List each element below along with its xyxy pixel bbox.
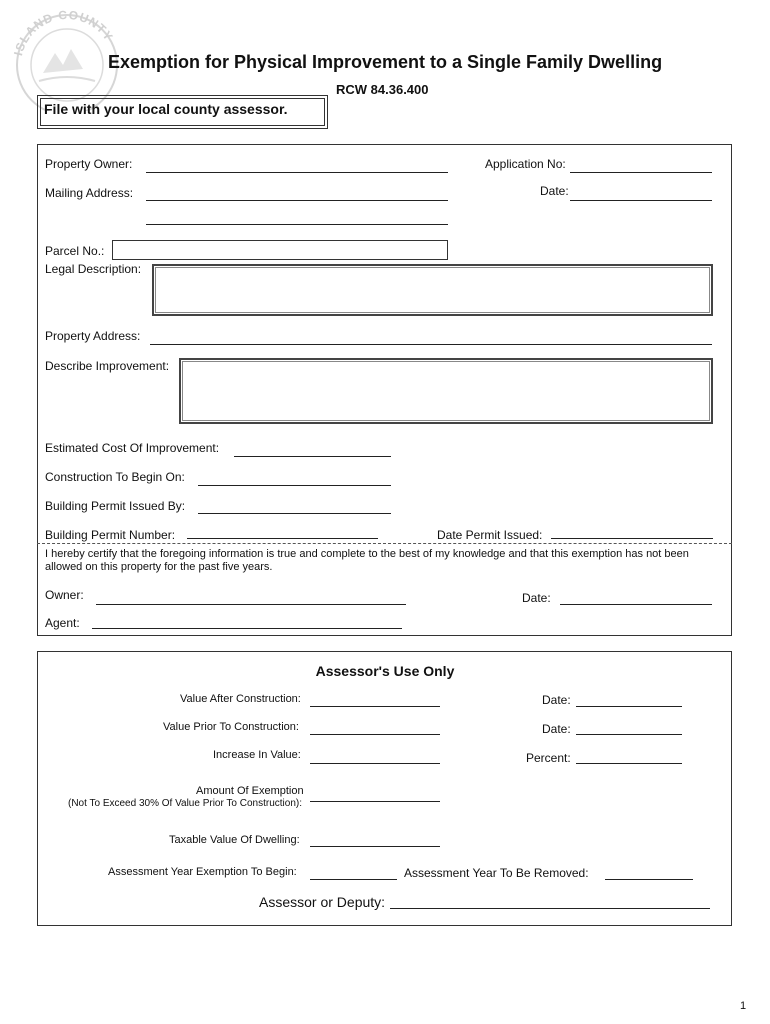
year-removed-label: Assessment Year To Be Removed:: [404, 866, 589, 880]
agent-signature-field[interactable]: [92, 628, 402, 629]
mailing-address-field[interactable]: [146, 200, 448, 201]
cert-date-label: Date:: [522, 591, 551, 605]
amount-exemption-label: Amount Of Exemption: [196, 785, 304, 797]
legal-description-label: Legal Description:: [45, 262, 142, 276]
assessor-deputy-field[interactable]: [390, 908, 710, 909]
form-title: Exemption for Physical Improvement to a Single Family Dwelling: [107, 52, 663, 72]
page-number: 1: [740, 1000, 747, 1012]
property-owner-field[interactable]: [146, 172, 448, 173]
agent-label: Agent:: [45, 616, 80, 630]
value-after-field[interactable]: [310, 706, 440, 707]
increase-value-label: Increase In Value:: [213, 749, 301, 761]
increase-value-field[interactable]: [310, 763, 440, 764]
owner-label: Owner:: [45, 588, 84, 602]
property-address-field[interactable]: [150, 344, 712, 345]
owner-signature-field[interactable]: [96, 604, 406, 605]
describe-improvement-label: Describe Improvement:: [45, 359, 170, 373]
amount-exemption-field[interactable]: [310, 801, 440, 802]
assessor-section: [37, 651, 732, 926]
application-no-label: Application No:: [485, 157, 566, 171]
assessor-date-1-field[interactable]: [576, 706, 682, 707]
assessor-deputy-label: Assessor or Deputy:: [259, 894, 386, 910]
certification-divider: [37, 543, 732, 544]
mailing-address-field-2[interactable]: [146, 224, 448, 225]
property-owner-label: Property Owner:: [45, 157, 133, 171]
date-label: Date:: [540, 184, 569, 198]
application-no-field[interactable]: [570, 172, 712, 173]
svg-text:ISLAND COUNTY: ISLAND COUNTY: [11, 7, 117, 58]
date-permit-issued-field[interactable]: [551, 538, 713, 539]
legal-description-field[interactable]: [152, 264, 713, 316]
estimated-cost-field[interactable]: [234, 456, 391, 457]
year-begin-field[interactable]: [310, 879, 397, 880]
file-notice-text: File with your local county assessor.: [44, 101, 288, 117]
percent-label: Percent:: [526, 751, 571, 765]
permit-issued-by-field[interactable]: [198, 513, 391, 514]
assessor-date-1-label: Date:: [542, 693, 571, 707]
parcel-no-label: Parcel No.:: [45, 244, 105, 258]
taxable-value-field[interactable]: [310, 846, 440, 847]
mailing-address-label: Mailing Address:: [45, 186, 134, 200]
file-notice-box: [37, 95, 328, 129]
year-begin-label: Assessment Year Exemption To Begin:: [108, 866, 297, 878]
date-permit-issued-label: Date Permit Issued:: [437, 528, 543, 542]
estimated-cost-label: Estimated Cost Of Improvement:: [45, 441, 220, 455]
construction-begin-label: Construction To Begin On:: [45, 470, 185, 484]
assessor-date-2-field[interactable]: [576, 734, 682, 735]
percent-field[interactable]: [576, 763, 682, 764]
value-prior-field[interactable]: [310, 734, 440, 735]
certification-text: I hereby certify that the foregoing information is true and complete to the best of my knowledge and that this exemption has not been allowed on this property for the past five years.: [45, 548, 689, 573]
value-prior-label: Value Prior To Construction:: [163, 721, 299, 733]
cert-date-field[interactable]: [560, 604, 712, 605]
assessor-heading: Assessor's Use Only: [315, 663, 455, 679]
permit-number-label: Building Permit Number:: [45, 528, 176, 542]
property-address-label: Property Address:: [45, 329, 141, 343]
date-field[interactable]: [570, 200, 712, 201]
rcw-reference: RCW 84.36.400: [336, 82, 429, 97]
value-after-label: Value After Construction:: [180, 693, 301, 705]
parcel-no-field[interactable]: [112, 240, 448, 260]
assessor-date-2-label: Date:: [542, 722, 571, 736]
year-removed-field[interactable]: [605, 879, 693, 880]
permit-issued-by-label: Building Permit Issued By:: [45, 499, 186, 513]
construction-begin-field[interactable]: [198, 485, 391, 486]
taxable-value-label: Taxable Value Of Dwelling:: [169, 834, 300, 846]
not-to-exceed-label: (Not To Exceed 30% Of Value Prior To Construction):: [68, 798, 302, 809]
permit-number-field[interactable]: [187, 538, 378, 539]
describe-improvement-field[interactable]: [179, 358, 713, 424]
